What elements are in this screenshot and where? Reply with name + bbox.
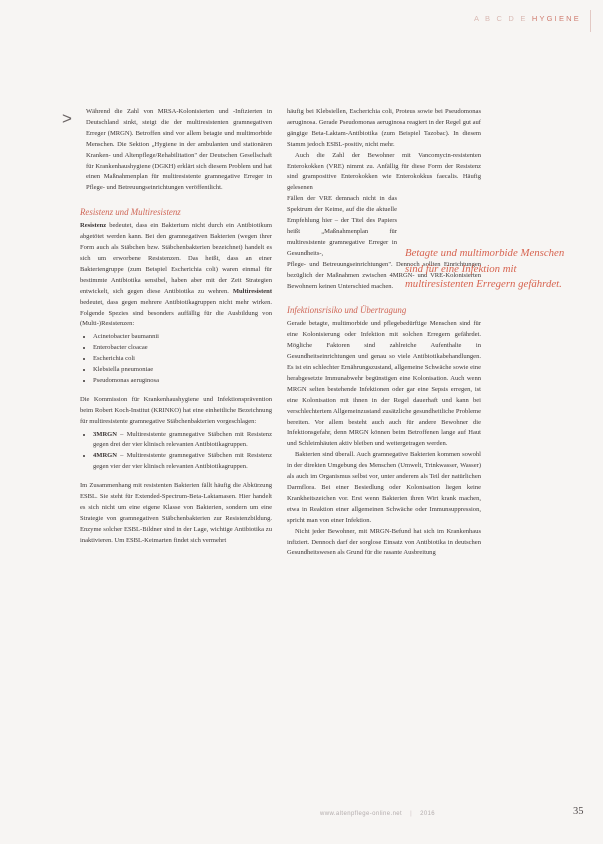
header-divider [590,10,591,32]
list-item: • Pseudomonas aeruginosa [93,376,272,387]
arrow-icon: > [62,109,72,128]
vre-paragraph: Auch die Zahl der Bewohner mit Vancomycin-resistenten Enterokokken (VRE) nimmt zu. Anfällig für diese Form der Resistenz sind grampositive Enterokokken wie Enterokokkus faecalis. Häufig gelesenen [287,151,481,192]
right-column [287,107,481,559]
footer-divider: | [410,811,413,817]
list-item [93,430,272,452]
pull-quote: Betagte und multimorbide Menschen sind für eine Infektion mit multiresistenten Erregern gefährdet. [405,247,565,291]
resistance-paragraph [80,221,272,330]
footer-url: www.altenpflege-online.net [320,811,403,817]
intro-paragraph: Während die Zahl von MRSA-Kolonisierten und -Infizierten in Deutschland sinkt, steigt die der multiresistenten gramnegativen Erreger (MRGN). Betroffen sind vor allem betagte und multimorbide Menschen. Die Sektion „Hygiene in der ambulanten und stationären Kranken- und Altenpflege/Rehabilitation" der Deutschen Gesellschaft für Krankenhaushygiene (DGKH) erklärt sich diesem Problem und hat einen Maßnahmenplan für multiresistente gramnegative Erreger in Pflege- und Betreuungseinrichtungen veröffentlicht. [86,108,272,192]
multiresistant-text: bedeutet, dass gegen mehrere Antibiotikagruppen nicht mehr wirken. Folgende Spezies sind besonders auffällig für die Ausbildung von (Multi-)Resistenzen: [80,298,272,328]
list-item: • Enterobacter cloacae [93,343,272,354]
page-footer [320,811,435,817]
section-header [474,14,581,23]
footer-year: 2016 [420,811,436,817]
left-column [80,107,272,547]
list-item: • Escherichia coli [93,354,272,365]
infection-risk-paragraph: Gerade betagte, multimorbide und pflegebedürftige Menschen sind für eine Kolonisierung oder Infektion mit solchen Erregern gefährdet. Mögliche Faktoren sind zahlreiche Aufenthalte in Gesundheitseinrichtungen und genau so viele Antibiotikabehandlungen. Es ist ein schlechter Ernährungszustand, allgemeine Schwäche sowie eine herabgesetzte Immunabwehr begünstigen eine Kolonisation. Auch wenn MRGN selten bestehende Infektionen oder gar eine Sepsis erregen, ist eine Kolonisation mit ihnen in der Regel dauerhaft und kann bei verschlechtertem Allgemeinzustand zusätzliche gesundheitliche Probleme bereiten. Vor allem besteht auch auch für andere Bewohner die Infektionsgefahr, denn MRGN können beim Betroffenen lange auf Haut und Schleimhäuten aktiv bleiben und weitergetragen werden. [287,320,481,448]
class-code: 3MRGN [93,430,118,438]
page-number: 35 [573,806,584,817]
vre-end-paragraph: Pflege- und Betreuungseinrichtungen". Dennoch sollten Einrichtungen bezüglich der Maßnahmen zwischen 4MRGN- und VRE-Kolonisierten Bewohnern keinen Unterschied machen. [287,260,481,290]
header-prefix: A B C D E [473,14,528,23]
species-list [80,332,272,387]
mrgn-origin-paragraph: Nicht jeder Bewohner, mit MRGN-Befund hat sich im Krankenhaus infiziert. Dennoch darf der sorglose Einsatz von Antibiotika in deutschen Gesundheitswesen als Grund für die rasante Ausbreitung [287,527,481,557]
krinko-paragraph: Die Kommission für Krankenhaushygiene und Infektionsprävention beim Robert Koch-Institut (KRINKO) hat eine einheitliche Bezeichnung für multiresistente gramnegative Stäbchenbakterien vorgeschlagen: [80,395,272,425]
class-code: 4MRGN [93,452,118,460]
mrgn-class-list [80,430,272,474]
term-resistance: Resistenz [80,222,107,230]
class-text: – Multiresistente gramnegative Stäbchen mit Resistenz gegen drei der vier klinisch relevanten Antibiotikagruppen. [93,430,272,449]
heading-resistance: Resistenz und Multiresistenz [80,207,181,218]
list-item [93,451,272,473]
heading-infection-risk: Infektionsrisiko und Übertragung [287,305,407,316]
header-section: HYGIENE [531,14,581,23]
bacteria-paragraph: Bakterien sind überall. Auch gramnegative Bakterien kommen sowohl in der direkten Umgebung des Menschen (Umwelt, Trinkwasser, Wasser) als auch im Organismus selbst vor, unter anderem als Teil der natürlichen Darmflora. Bei einer Besiedlung oder Kolonisation liegen keine Krankheitszeichen vor. Erst wenn Bakterien ihren Wirt krank machen, etwa in Reaktion einer allgemeinen Schwäche oder Immunsuppression, spricht man von einer Infektion. [287,451,481,524]
list-item: • Klebsiella pneumoniae [93,365,272,376]
esbl-continued-paragraph: häufig bei Klebsiellen, Escherichia coli, Proteus sowie bei Pseudomonas aeruginosa. Gerade Pseudomonas aeruginosa reagiert in der Regel gut auf gängige Beta-Laktam-Antibiotika (zum Beispiel Tazobac). In diesem Stamm jedoch ESBL-positiv, nicht mehr. [287,108,481,148]
esbl-paragraph: Im Zusammenhang mit resistenten Bakterien fällt häufig die Abkürzung ESBL. Sie steht für Extended-Spectrum-Beta-Laktamasen. Hier handelt es sich nicht um eine eigene Klasse von Bakterien, sondern um eine Strategie von gramnegativen Stäbchenbakterien zur Resistenzbildung. Enzyme solcher ESBL-Bildner sind in der Lage, wichtige Antibiotika zu inaktivieren. Um ESBL-Keimarten findet sich vermehrt [80,482,272,544]
vre-wrap-paragraph: Fällen der VRE demnach nicht in das Spektrum der Keime, auf die die aktuelle Empfehlung hier – der Titel des Papiers heißt „Maßnahmenplan für multiresistente gramnegative Erreger in Gesundheits-, [287,195,397,257]
term-multiresistant: Multiresistent [232,287,272,295]
list-item: • Acinetobacter baumannii [93,332,272,343]
class-text: – Multiresistente gramnegative Stäbchen mit Resistenz gegen vier der vier klinisch relevanten Antibiotikagruppen. [93,452,272,471]
resistance-text: bedeutet, dass ein Bakterium nicht durch ein Antibiotikum abgetötet werden kann. Bei den gramnegativen Bakterien (wegen ihrer Form auch als Stäbchen bzw. Stäbchenbakterien bezeichnet) handelt es sich um erworbene Resistenzen. Das heißt, dass an einer Bakteriengruppe (zum Beispiel Escherichia coli) waren einmal für bestimmte Antibiotika sensibel, haben aber mit der Zeit Strategien entwickelt, sich gegen diese Antibiotika zu wehren. [80,222,272,295]
